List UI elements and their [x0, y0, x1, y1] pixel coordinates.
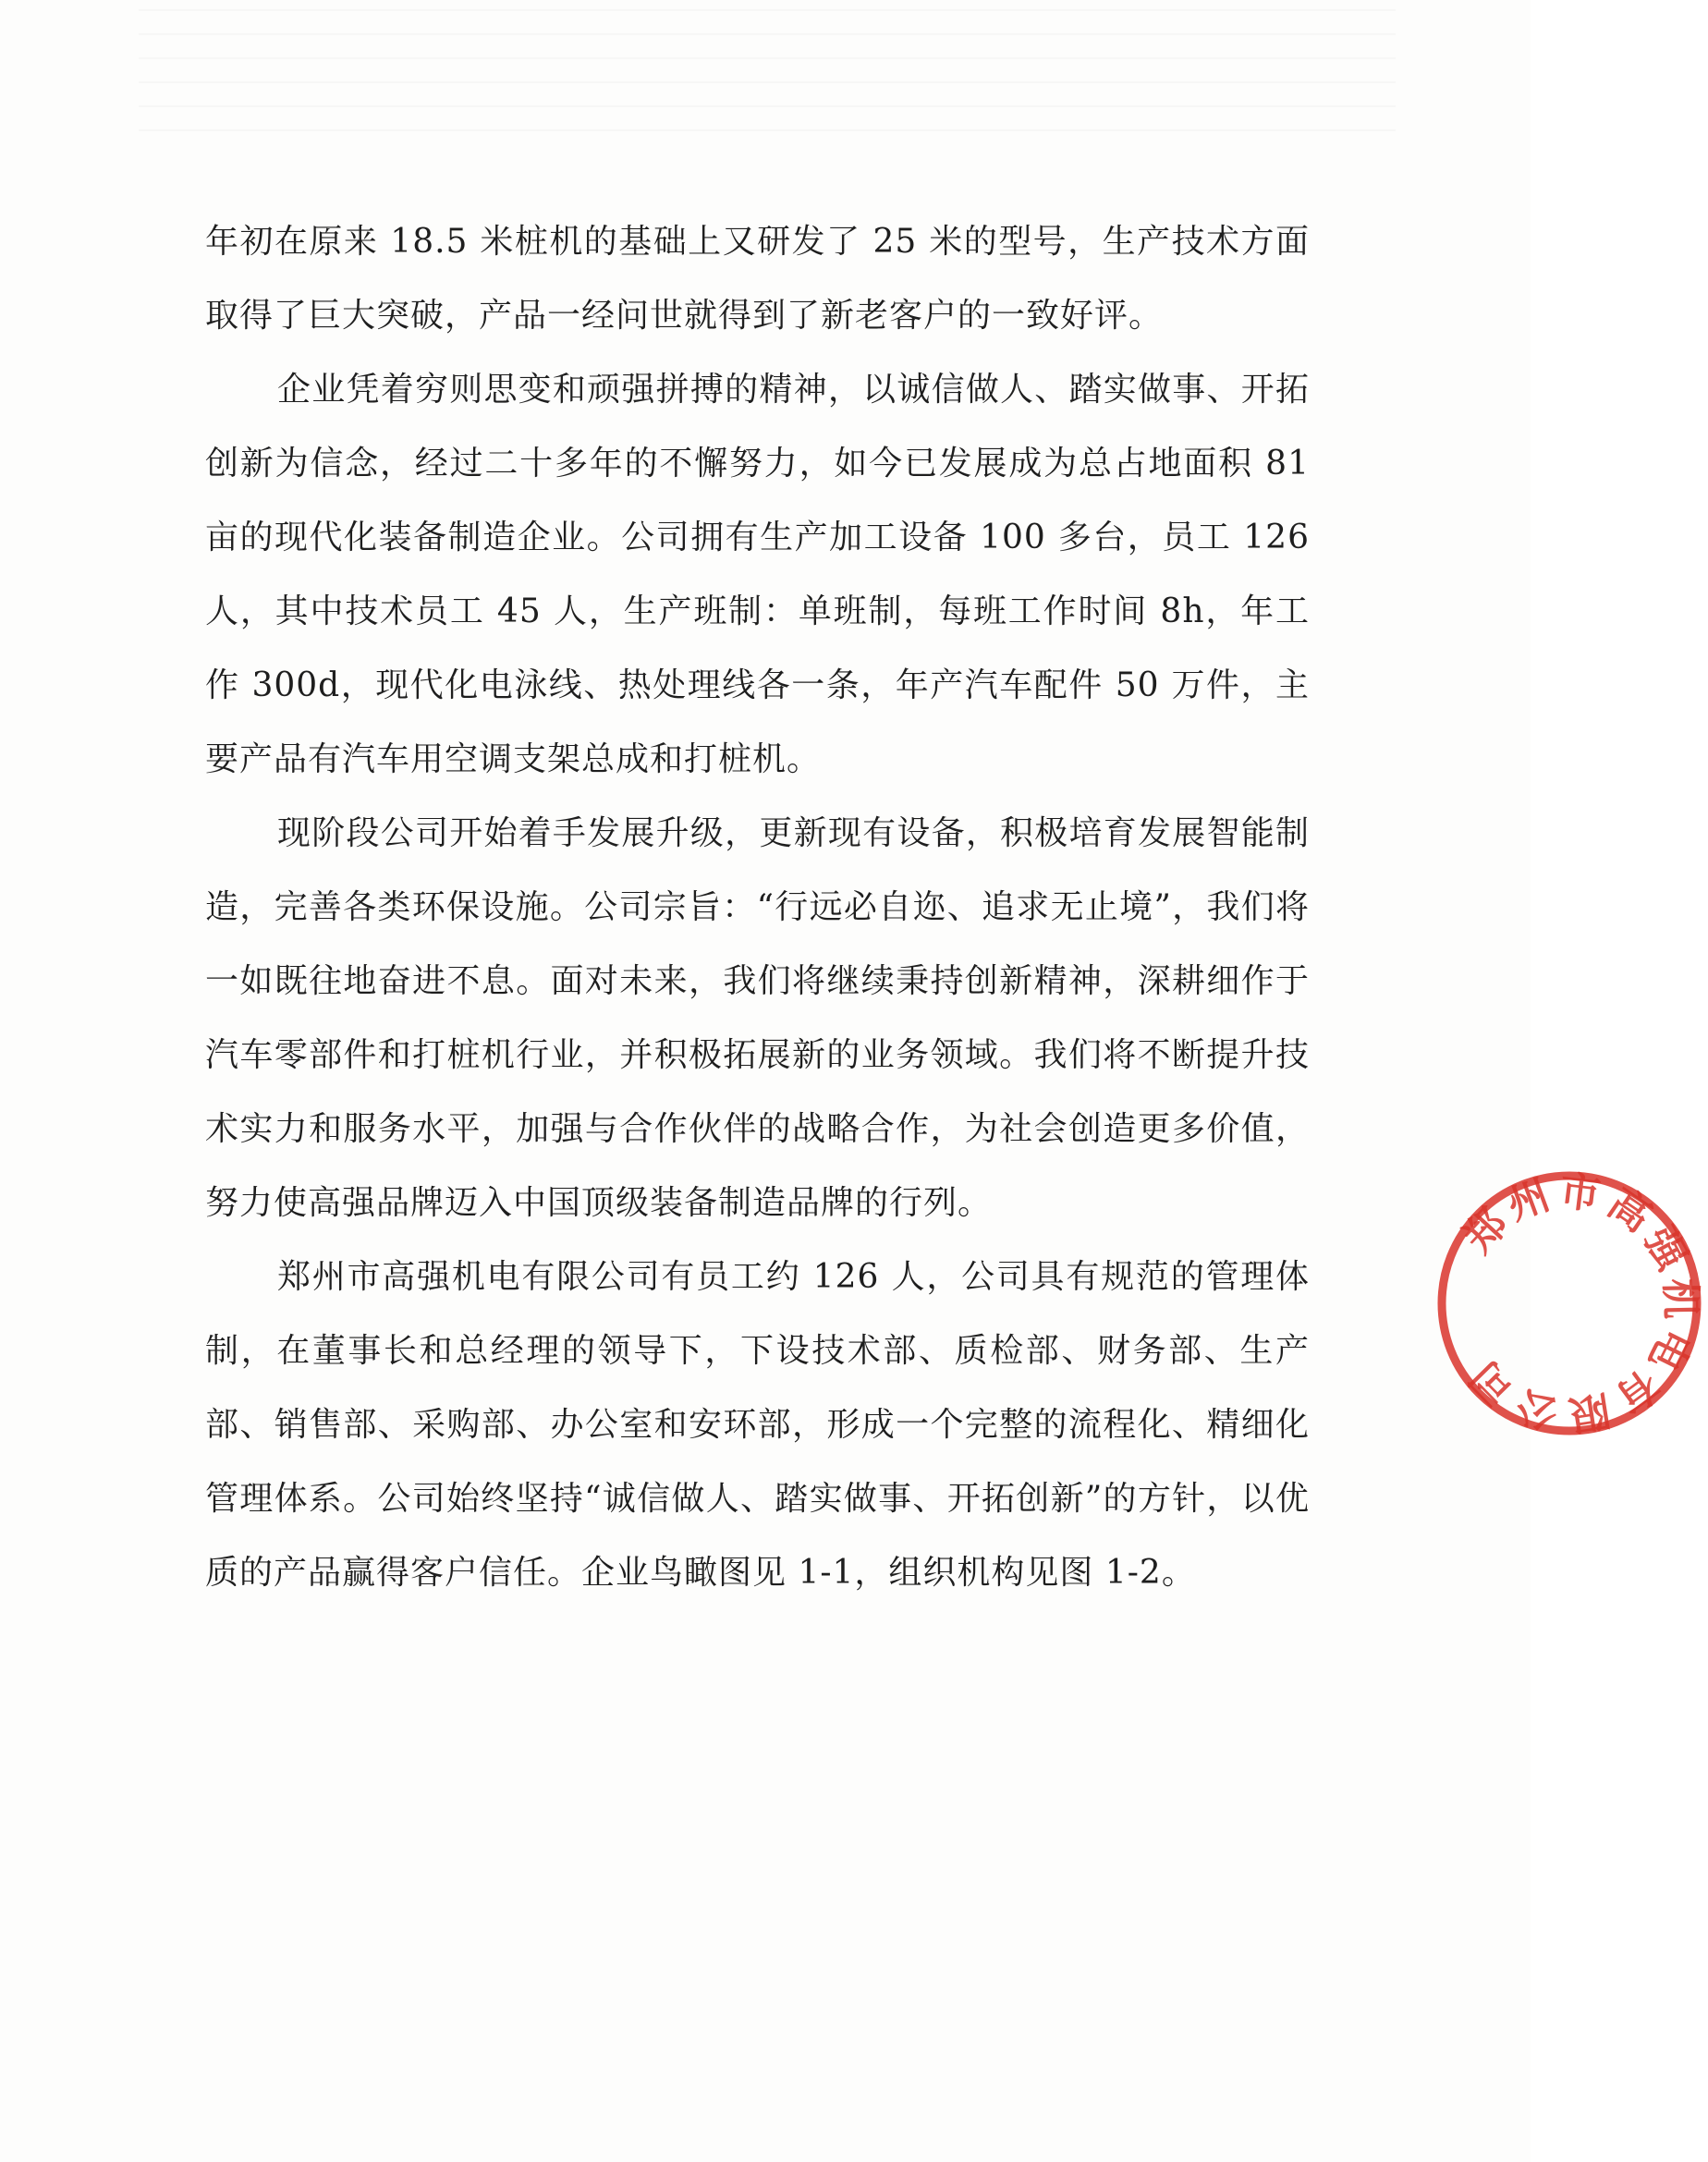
- document-body: [205, 205, 1310, 1610]
- svg-text:郑州市高强机电有限公司: [1455, 1167, 1703, 1439]
- paragraph-2: 企业凭着穷则思变和顽强拼搏的精神，以诚信做人、踏实做事、开拓创新为信念，经过二十多年的不懈努力，如今已发展成为总占地面积 81 亩的现代化装备制造企业。公司拥有生产加工设备 100 多台，员工 126 人，其中技术员工 45 人，生产班制：单班制，每班工作时间 8h，年工作 300d，现代化电泳线、热处理线各一条，年产汽车配件 50 万件，主要产品有汽车用空调支架总成和打桩机。: [205, 371, 1310, 778]
- seal-text: 郑州市高强机电有限公司: [1455, 1167, 1704, 1440]
- paragraph-3: 现阶段公司开始着手发展升级，更新现有设备，积极培育发展智能制造，完善各类环保设施。公司宗旨：“行远必自迩、追求无止境”，我们将一如既往地奋进不息。面对未来，我们将继续秉持创新精神，深耕细作于汽车零部件和打桩机行业，并积极拓展新的业务领域。我们将不断提升技术实力和服务水平，加强与合作伙伴的战略合作，为社会创造更多价值，努力使高强品牌迈入中国顶级装备制造品牌的行列。: [205, 814, 1310, 1222]
- paragraph-1: 年初在原来 18.5 米桩机的基础上又研发了 25 米的型号，生产技术方面取得了巨大突破，产品一经问世就得到了新老客户的一致好评。: [205, 223, 1310, 335]
- company-seal-stamp: [1431, 1165, 1708, 1442]
- paragraph-4: 郑州市高强机电有限公司有员工约 126 人，公司具有规范的管理体制，在董事长和总经理的领导下，下设技术部、质检部、财务部、生产部、销售部、采购部、办公室和安环部，形成一个完整的流程化、精细化管理体系。公司始终坚持“诚信做人、踏实做事、开拓创新”的方针，以优质的产品赢得客户信任。企业鸟瞰图见 1-1，组织机构见图 1-2。: [205, 1258, 1310, 1592]
- scan-bleed-through: [139, 9, 1396, 139]
